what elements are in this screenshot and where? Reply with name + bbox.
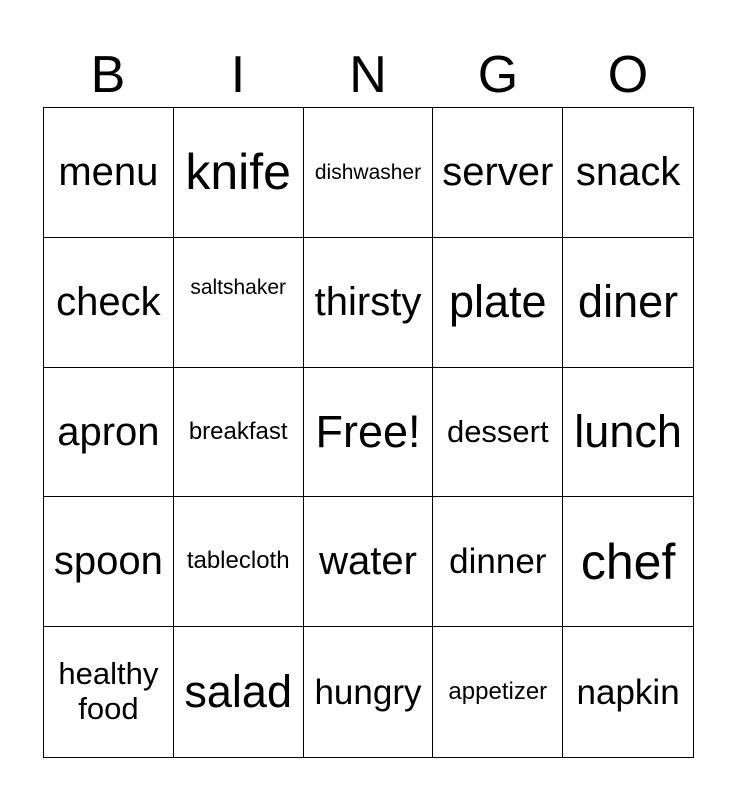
cell-label: lunch [574, 405, 682, 457]
cell-label: tablecloth [186, 547, 290, 575]
bingo-cell[interactable] [563, 368, 693, 498]
cell-label: breakfast [188, 417, 288, 445]
bingo-cell[interactable] [433, 497, 563, 627]
bingo-cell[interactable] [433, 368, 563, 498]
cell-label: dishwasher [314, 160, 422, 184]
bingo-cell[interactable] [433, 238, 563, 368]
bingo-cell[interactable] [44, 238, 174, 368]
bingo-cell[interactable] [304, 238, 434, 368]
cell-label: server [442, 150, 554, 194]
header-letter-i: I [230, 46, 246, 104]
cell-label: menu [58, 150, 159, 194]
cell-label: salad [184, 665, 292, 717]
cell-label: snack [575, 150, 681, 194]
cell-label: apron [57, 409, 160, 454]
cell-label: healthy food [58, 656, 159, 727]
bingo-cell[interactable] [174, 238, 304, 368]
cell-label: hungry [314, 672, 422, 712]
bingo-cell[interactable] [304, 108, 434, 238]
cell-label: dessert [446, 413, 549, 449]
cell-label: thirsty [314, 279, 422, 324]
header-letter-b: B [90, 46, 126, 104]
bingo-cell[interactable] [563, 627, 693, 757]
free-space-cell[interactable] [304, 368, 434, 498]
cell-label: dinner [449, 542, 547, 582]
bingo-cell[interactable] [44, 497, 174, 627]
bingo-cell[interactable] [304, 627, 434, 757]
bingo-cell[interactable] [433, 627, 563, 757]
bingo-cell[interactable] [563, 238, 693, 368]
cell-label: diner [578, 276, 679, 327]
cell-label: saltshaker [190, 275, 287, 299]
cell-label: check [56, 279, 161, 324]
cell-label: water [319, 539, 417, 584]
cell-label: napkin [576, 672, 680, 712]
bingo-cell[interactable] [174, 497, 304, 627]
bingo-header [43, 42, 693, 108]
bingo-cell[interactable] [44, 627, 174, 757]
bingo-cell[interactable] [174, 627, 304, 757]
free-space-label: Free! [315, 405, 421, 457]
cell-label: spoon [53, 539, 163, 584]
bingo-cell[interactable] [44, 368, 174, 498]
bingo-cell[interactable] [563, 497, 693, 627]
cell-label: chef [580, 533, 676, 590]
bingo-cell[interactable] [44, 108, 174, 238]
cell-label: plate [448, 276, 547, 327]
bingo-board [43, 107, 694, 758]
cell-label: knife [185, 144, 291, 201]
header-letter-o: O [607, 46, 649, 104]
header-letter-n: N [349, 46, 387, 104]
bingo-cell[interactable] [563, 108, 693, 238]
header-letter-g: G [477, 46, 519, 104]
cell-label: appetizer [448, 677, 548, 705]
bingo-cell[interactable] [174, 368, 304, 498]
bingo-cell[interactable] [174, 108, 304, 238]
bingo-cell[interactable] [304, 497, 434, 627]
bingo-cell[interactable] [433, 108, 563, 238]
